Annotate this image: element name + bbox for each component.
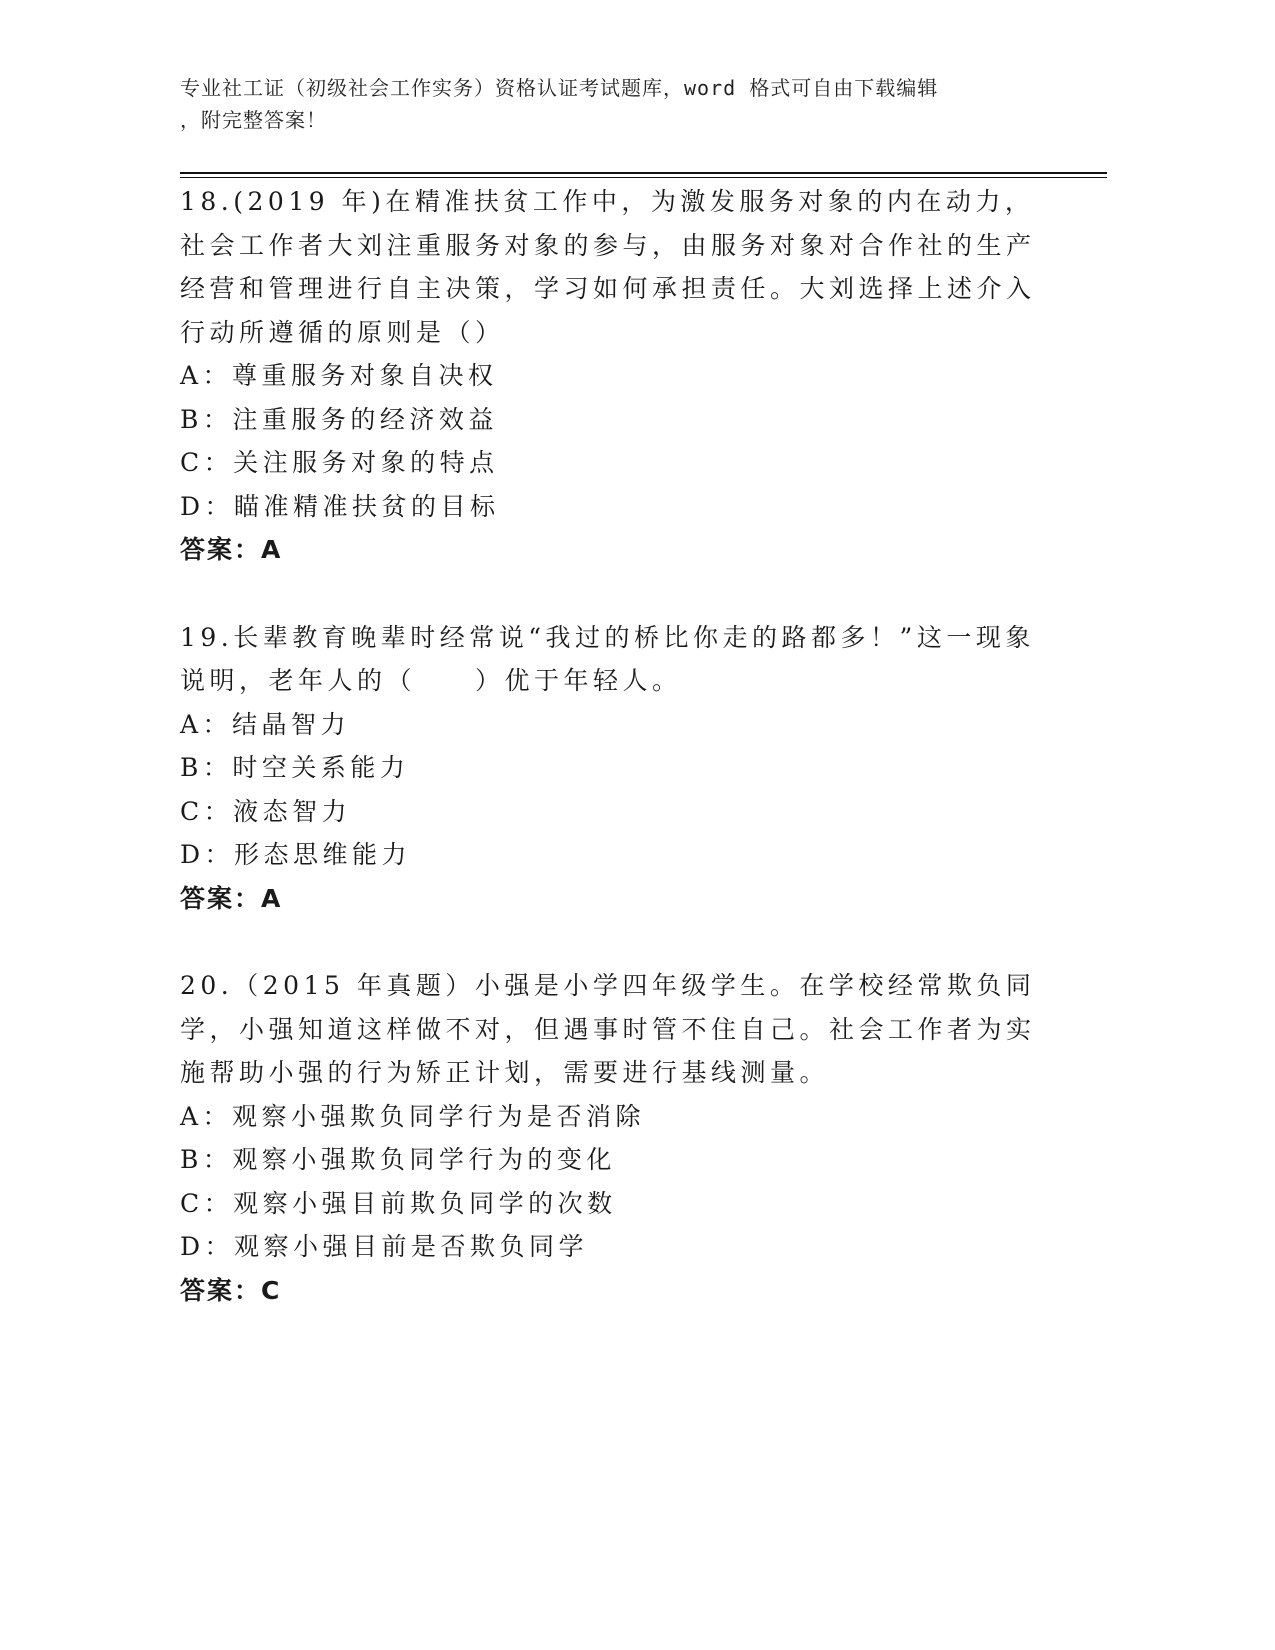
question-18 xyxy=(180,180,1040,572)
option-d: D：形态思维能力 xyxy=(180,840,412,869)
answer-line: 答案：A xyxy=(180,883,283,913)
answer-line: 答案：C xyxy=(180,1275,282,1305)
option-b: B：观察小强欺负同学行为的变化 xyxy=(180,1145,616,1174)
header-rule-thin xyxy=(180,177,1107,178)
option-d: D：观察小强目前是否欺负同学 xyxy=(180,1232,589,1261)
question-19 xyxy=(180,616,1040,921)
option-b: B：注重服务的经济效益 xyxy=(180,404,498,434)
option-list xyxy=(180,354,1040,528)
option-b: B：时空关系能力 xyxy=(180,753,410,782)
answer-line: 答案：A xyxy=(180,535,283,564)
option-list xyxy=(180,1095,1040,1269)
page-header xyxy=(180,72,1040,136)
header-line-1: 专业社工证（初级社会工作实务）资格认证考试题库，word 格式可自由下载编辑 xyxy=(180,76,939,100)
option-a: A：结晶智力 xyxy=(180,709,351,739)
question-stem: 18.(2019 年)在精准扶贫工作中，为激发服务对象的内在动力，社会工作者大刘注重服务对象的参与，由服务对象对合作社的生产经营和管理进行自主决策，学习如何承担责任。大刘选择上述介入行动所遵循的原则是（） xyxy=(180,187,1036,347)
option-a: A：观察小强欺负同学行为是否消除 xyxy=(180,1101,646,1131)
option-c: C：观察小强目前欺负同学的次数 xyxy=(180,1188,617,1218)
option-a: A：尊重服务对象自决权 xyxy=(180,361,498,390)
option-d: D：瞄准精准扶贫的目标 xyxy=(180,491,500,521)
option-list xyxy=(180,703,1040,877)
question-stem: 20.（2015 年真题）小强是小学四年级学生。在学校经常欺负同学，小强知道这样做不对，但遇事时管不住自己。社会工作者为实施帮助小强的行为矫正计划，需要进行基线测量。 xyxy=(180,971,1036,1087)
option-c: C：关注服务对象的特点 xyxy=(180,448,499,477)
header-line-2: ，附完整答案！ xyxy=(180,108,327,132)
question-20 xyxy=(180,964,1040,1312)
header-rule-thick xyxy=(180,172,1107,174)
option-c: C：液态智力 xyxy=(180,796,352,826)
question-stem: 19.长辈教育晚辈时经常说“我过的桥比你走的路都多！”这一现象说明，老年人的（ ）优于年轻人。 xyxy=(180,622,1035,695)
question-list xyxy=(180,180,1040,1356)
